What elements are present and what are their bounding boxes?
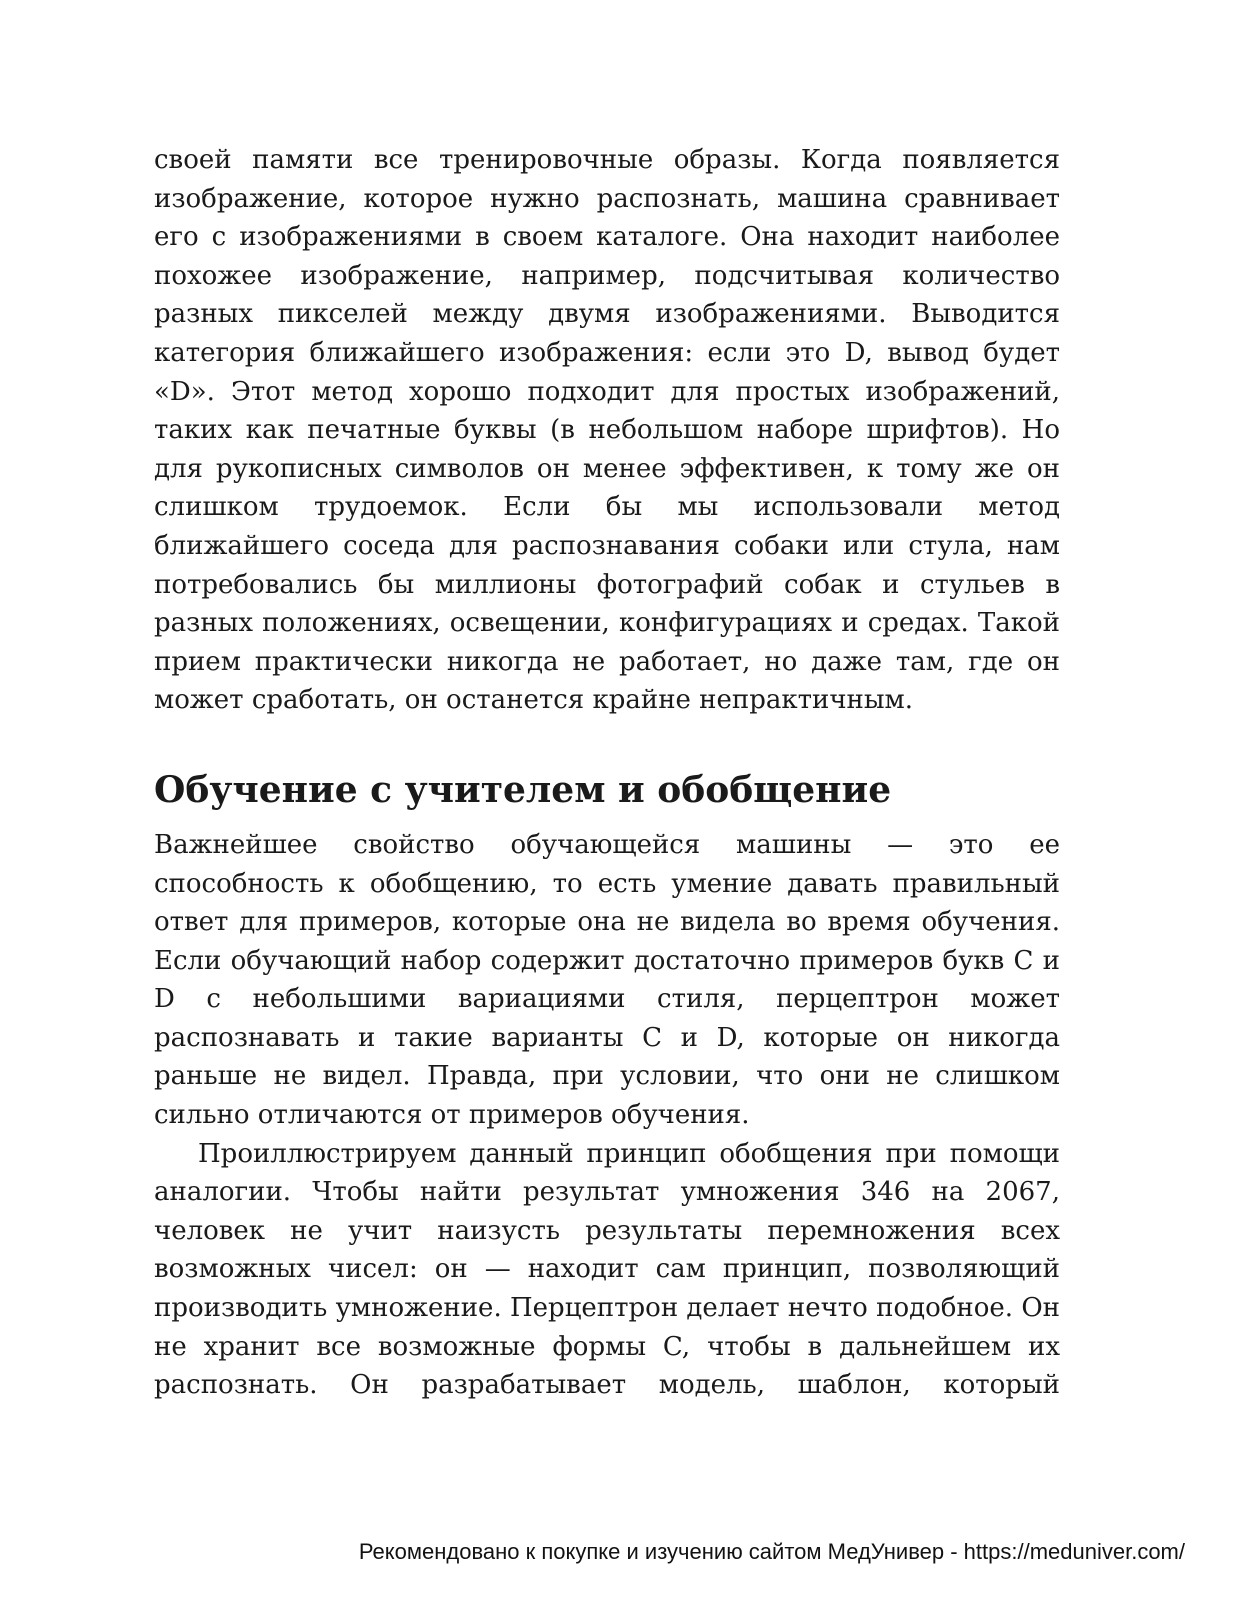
page-content <box>154 141 1060 1405</box>
footer-recommendation: Рекомендовано к покупке и изучению сайтом МедУнивер - https://meduniver.com/ <box>358 1539 1185 1564</box>
body-paragraph-1: своей памяти все тренировочные образы. Когда появляется изображение, которое нужно распознать, машина сравнивает его с изображениями в своем каталоге. Она находит наиболее похожее изображение, например, подсчитывая количество разных пикселей между двумя изображениями. Выводится категория ближайшего изображения: если это D, вывод будет «D». Этот метод хорошо подходит для простых изображений, таких как печатные буквы (в небольшом наборе шрифтов). Но для рукописных символов он менее эффективен, к тому же он слишком трудоемок. Если бы мы использовали метод ближайшего соседа для распознавания собаки или стула, нам потребовались бы миллионы фотографий собак и стульев в разных положениях, освещении, конфигурациях и средах. Такой прием практически никогда не работает, но даже там, где он может сработать, он останется крайне непрактичным. <box>154 145 1060 716</box>
section-heading: Обучение с учителем и обобщение <box>154 768 892 811</box>
body-paragraph-2: Важнейшее свойство обучающейся машины — это ее способность к обобщению, то есть умение давать правильный ответ для примеров, которые она не видела во время обучения. Если обучающий набор содержит достаточно примеров букв C и D с небольшими вариациями стиля, перцептрон может распознавать и такие варианты C и D, которые он никогда раньше не видел. Правда, при условии, что они не слишком сильно отличаются от примеров обучения. <box>154 829 1061 1131</box>
body-paragraph-3: Проиллюстрируем данный принцип обобщения при помощи аналогии. Чтобы найти результат умножения 346 на 2067, человек не учит наизусть результаты перемножения всех возможных чисел: он — находит сам принцип, позволяющий производить умножение. Перцептрон делает нечто подобное. Он не хранит все возможные формы C, чтобы в дальнейшем их распознать. Он разрабатывает модель, шаблон, который <box>154 1138 1060 1401</box>
